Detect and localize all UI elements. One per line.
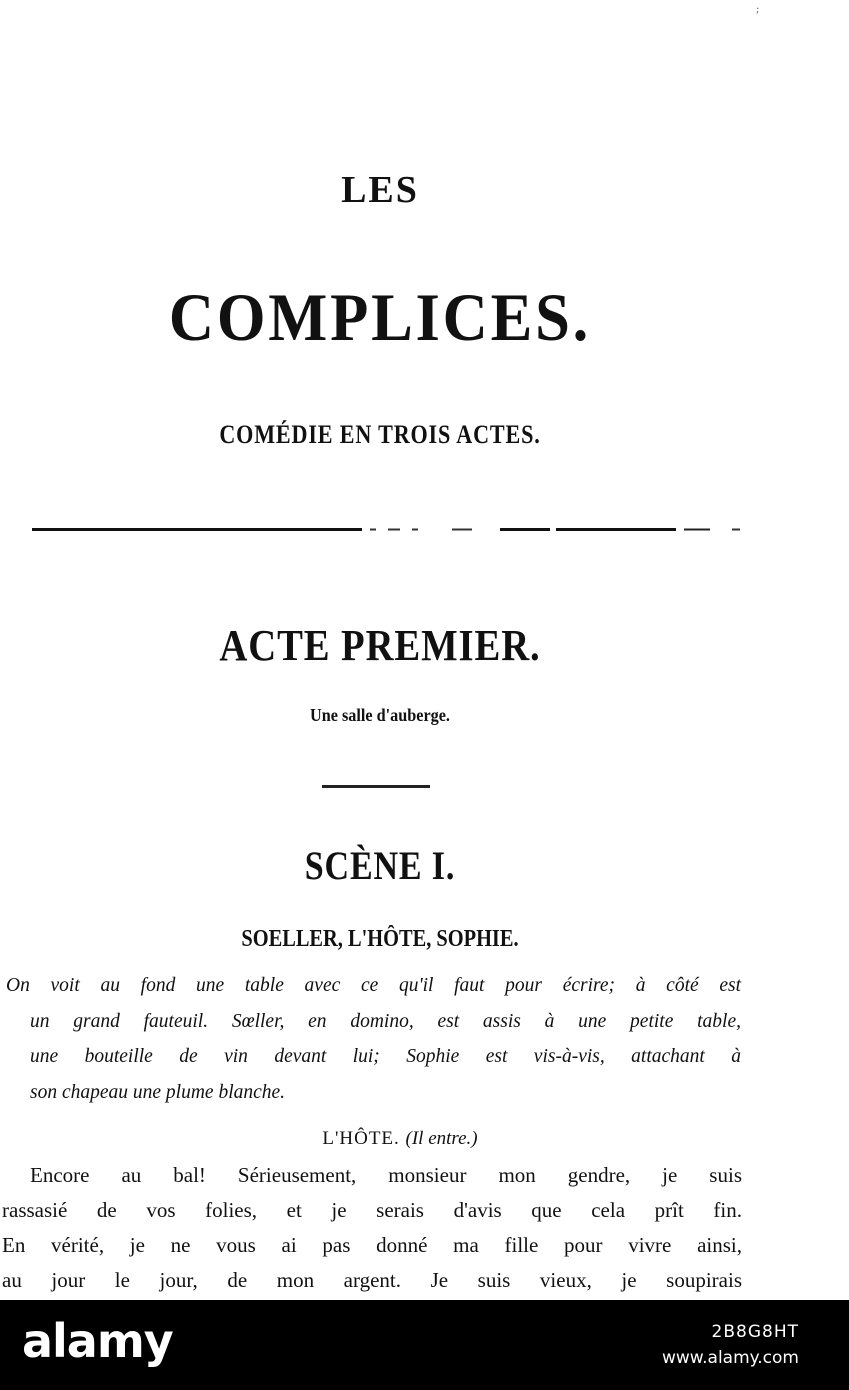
speech-line: Encore au bal! Sérieusement, monsieur mon gendre, je suis — [30, 1163, 742, 1187]
title-small: LES — [341, 169, 419, 211]
stage-direction-line: On voit au fond une table avec ce qu'il faut pour écrire; à côté est — [6, 975, 741, 996]
watermark-url: www.alamy.com — [661, 1348, 799, 1368]
speaker-name: L'HÔTE. — [322, 1128, 400, 1149]
speech-line: au jour le jour, de mon argent. Je suis vieux, je soupirais — [2, 1268, 742, 1292]
stage-direction — [6, 968, 741, 1110]
watermark-logo: alamy — [22, 1314, 173, 1368]
scene-title: SCÈNE I. — [304, 843, 456, 888]
corner-mark: ; — [756, 4, 760, 15]
subtitle: COMÉDIE EN TROIS ACTES. — [219, 420, 541, 449]
speech-line: En vérité, je ne vous ai pas donné ma fille pour vivre ainsi, — [2, 1233, 742, 1257]
speech-text — [2, 1158, 742, 1300]
watermark-image-id: 2B8G8HT — [711, 1322, 799, 1342]
stage-direction-line: une bouteille de vin devant lui; Sophie est vis-à-vis, attachant à — [30, 1046, 741, 1067]
title-main: COMPLICES. — [168, 279, 592, 355]
stage-direction-line: son chapeau une plume blanche. — [30, 1081, 286, 1103]
setting-text: Une salle d'auberge. — [310, 705, 450, 725]
stage-direction-line: un grand fauteuil. Sœller, en domino, est assis à une petite table, — [30, 1010, 741, 1032]
character-list: SOELLER, L'HÔTE, SOPHIE. — [241, 926, 519, 952]
divider-short — [322, 785, 430, 788]
divider-long — [32, 527, 742, 532]
speaker-heading — [20, 1128, 780, 1150]
speaker-direction: (Il entre.) — [405, 1128, 478, 1149]
watermark-banner — [0, 1300, 849, 1390]
speech-line: rassasié de vos folies, et je serais d'avis que cela prît fin. — [2, 1198, 742, 1222]
act-title: ACTE PREMIER. — [219, 621, 541, 670]
